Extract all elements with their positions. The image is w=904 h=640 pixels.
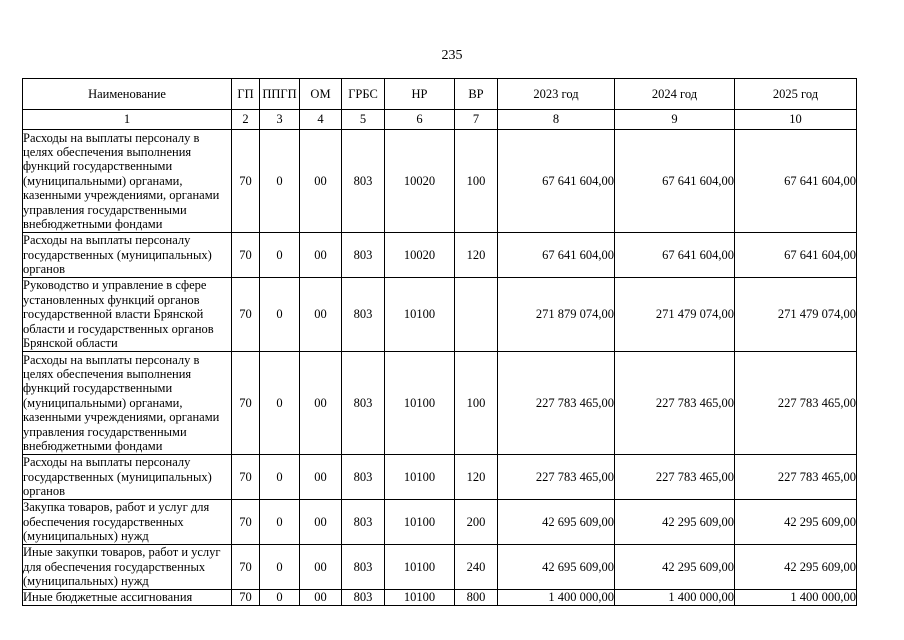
- cell-amount-2024: 271 479 074,00: [615, 278, 735, 352]
- cell-vr: 200: [455, 500, 498, 545]
- cell-amount-2025: 42 295 609,00: [735, 500, 857, 545]
- cell-om: 00: [300, 455, 342, 500]
- cell-grbs: 803: [342, 590, 385, 606]
- col-number: 6: [385, 110, 455, 130]
- cell-name: Расходы на выплаты персоналу в целях обеспечения выполнения функций государственными (муниципальными) органами, казенными учреждениями, органами управления государственными внебюджетными фондами: [23, 130, 232, 233]
- cell-amount-2025: 67 641 604,00: [735, 233, 857, 278]
- cell-nr: 10020: [385, 130, 455, 233]
- col-header-name: Наименование: [23, 79, 232, 110]
- cell-name: Иные бюджетные ассигнования: [23, 590, 232, 606]
- cell-vr: 120: [455, 233, 498, 278]
- col-number: 5: [342, 110, 385, 130]
- table-row: [23, 278, 857, 352]
- col-header-om: ОМ: [300, 79, 342, 110]
- col-header-2025: 2025 год: [735, 79, 857, 110]
- cell-grbs: 803: [342, 233, 385, 278]
- cell-nr: 10100: [385, 545, 455, 590]
- cell-grbs: 803: [342, 455, 385, 500]
- cell-vr: 120: [455, 455, 498, 500]
- cell-amount-2024: 227 783 465,00: [615, 352, 735, 455]
- cell-amount-2025: 67 641 604,00: [735, 130, 857, 233]
- col-number: 7: [455, 110, 498, 130]
- cell-gp: 70: [232, 233, 260, 278]
- column-number-row: [23, 110, 857, 130]
- col-number: 1: [23, 110, 232, 130]
- cell-name: Закупка товаров, работ и услуг для обеспечения государственных (муниципальных) нужд: [23, 500, 232, 545]
- cell-amount-2025: 227 783 465,00: [735, 352, 857, 455]
- col-header-gp: ГП: [232, 79, 260, 110]
- cell-om: 00: [300, 130, 342, 233]
- col-header-nr: НР: [385, 79, 455, 110]
- cell-amount-2025: 42 295 609,00: [735, 545, 857, 590]
- cell-gp: 70: [232, 455, 260, 500]
- cell-ppgp: 0: [260, 455, 300, 500]
- cell-om: 00: [300, 545, 342, 590]
- cell-gp: 70: [232, 278, 260, 352]
- table-row: [23, 500, 857, 545]
- cell-amount-2024: 1 400 000,00: [615, 590, 735, 606]
- cell-gp: 70: [232, 590, 260, 606]
- cell-amount-2023: 227 783 465,00: [498, 455, 615, 500]
- cell-grbs: 803: [342, 500, 385, 545]
- cell-vr: 800: [455, 590, 498, 606]
- page-number: 235: [441, 48, 463, 63]
- cell-amount-2024: 67 641 604,00: [615, 233, 735, 278]
- cell-amount-2024: 67 641 604,00: [615, 130, 735, 233]
- table-row: [23, 545, 857, 590]
- cell-vr: [455, 278, 498, 352]
- cell-name: Расходы на выплаты персоналу государственных (муниципальных) органов: [23, 233, 232, 278]
- cell-nr: 10100: [385, 352, 455, 455]
- cell-grbs: 803: [342, 545, 385, 590]
- cell-nr: 10020: [385, 233, 455, 278]
- col-header-vr: ВР: [455, 79, 498, 110]
- col-number: 2: [232, 110, 260, 130]
- cell-ppgp: 0: [260, 590, 300, 606]
- cell-name: Расходы на выплаты персоналу в целях обеспечения выполнения функций государственными (муниципальными) органами, казенными учреждениями, органами управления государственными внебюджетными фондами: [23, 352, 232, 455]
- col-header-2024: 2024 год: [615, 79, 735, 110]
- cell-amount-2023: 67 641 604,00: [498, 233, 615, 278]
- cell-gp: 70: [232, 130, 260, 233]
- col-number: 3: [260, 110, 300, 130]
- cell-amount-2023: 42 695 609,00: [498, 500, 615, 545]
- cell-amount-2023: 1 400 000,00: [498, 590, 615, 606]
- cell-nr: 10100: [385, 500, 455, 545]
- cell-amount-2025: 1 400 000,00: [735, 590, 857, 606]
- cell-gp: 70: [232, 545, 260, 590]
- cell-nr: 10100: [385, 455, 455, 500]
- cell-amount-2024: 42 295 609,00: [615, 500, 735, 545]
- col-number: 8: [498, 110, 615, 130]
- cell-vr: 100: [455, 352, 498, 455]
- cell-ppgp: 0: [260, 233, 300, 278]
- cell-name: Расходы на выплаты персоналу государственных (муниципальных) органов: [23, 455, 232, 500]
- cell-grbs: 803: [342, 130, 385, 233]
- col-number: 9: [615, 110, 735, 130]
- table-row: [23, 130, 857, 233]
- cell-amount-2025: 227 783 465,00: [735, 455, 857, 500]
- col-number: 4: [300, 110, 342, 130]
- cell-om: 00: [300, 590, 342, 606]
- table-row: [23, 590, 857, 606]
- cell-ppgp: 0: [260, 130, 300, 233]
- col-header-ppgp: ППГП: [260, 79, 300, 110]
- cell-amount-2023: 67 641 604,00: [498, 130, 615, 233]
- cell-amount-2024: 42 295 609,00: [615, 545, 735, 590]
- cell-ppgp: 0: [260, 278, 300, 352]
- cell-grbs: 803: [342, 352, 385, 455]
- cell-amount-2025: 271 479 074,00: [735, 278, 857, 352]
- cell-om: 00: [300, 500, 342, 545]
- cell-amount-2023: 271 879 074,00: [498, 278, 615, 352]
- cell-amount-2023: 42 695 609,00: [498, 545, 615, 590]
- header-row: [23, 79, 857, 110]
- cell-om: 00: [300, 352, 342, 455]
- cell-om: 00: [300, 233, 342, 278]
- table-row: [23, 352, 857, 455]
- col-header-2023: 2023 год: [498, 79, 615, 110]
- cell-om: 00: [300, 278, 342, 352]
- budget-table: [22, 78, 857, 606]
- table-body: [23, 130, 857, 606]
- cell-name: Руководство и управление в сфере установленных функций органов государственной власти Брянской области и государственных органов Брянской области: [23, 278, 232, 352]
- col-header-grbs: ГРБС: [342, 79, 385, 110]
- cell-vr: 240: [455, 545, 498, 590]
- cell-name: Иные закупки товаров, работ и услуг для обеспечения государственных (муниципальных) нужд: [23, 545, 232, 590]
- cell-gp: 70: [232, 500, 260, 545]
- table-row: [23, 455, 857, 500]
- cell-grbs: 803: [342, 278, 385, 352]
- cell-vr: 100: [455, 130, 498, 233]
- cell-nr: 10100: [385, 278, 455, 352]
- cell-ppgp: 0: [260, 352, 300, 455]
- cell-ppgp: 0: [260, 545, 300, 590]
- cell-amount-2024: 227 783 465,00: [615, 455, 735, 500]
- cell-ppgp: 0: [260, 500, 300, 545]
- cell-amount-2023: 227 783 465,00: [498, 352, 615, 455]
- cell-nr: 10100: [385, 590, 455, 606]
- col-number: 10: [735, 110, 857, 130]
- table-row: [23, 233, 857, 278]
- cell-gp: 70: [232, 352, 260, 455]
